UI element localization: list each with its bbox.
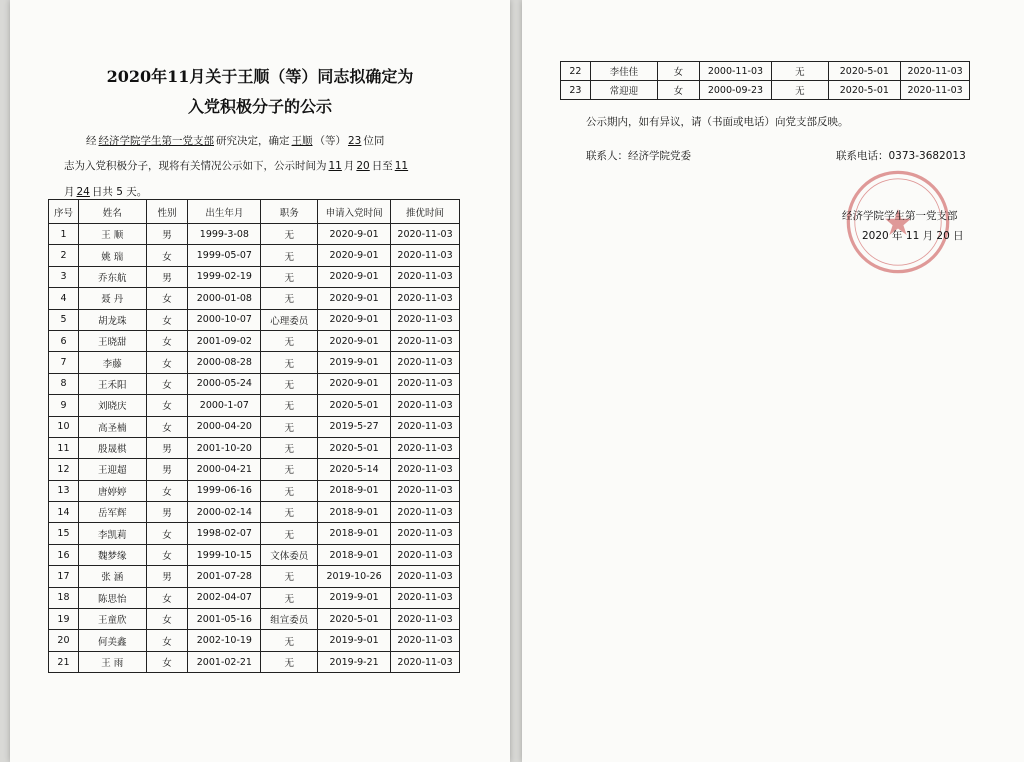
document-title-line2: 入党积极分子的公示 — [187, 97, 332, 116]
table-cell: 2020-11-03 — [391, 480, 460, 501]
table-cell: 2020-11-03 — [391, 266, 460, 287]
table-cell: 1 — [49, 224, 79, 245]
table-cell: 16 — [49, 544, 79, 565]
table-cell: 2001-02-21 — [188, 651, 261, 672]
table-cell: 2000-05-24 — [188, 373, 261, 394]
table-cell: 2019-10-26 — [318, 566, 391, 587]
table-cell: 7 — [49, 352, 79, 373]
table-cell: 乔东航 — [78, 266, 146, 287]
table-cell: 2020-9-01 — [318, 309, 391, 330]
table-row — [49, 459, 460, 480]
table-cell: 11 — [49, 437, 79, 458]
table-cell: 2002-04-07 — [188, 587, 261, 608]
table-cell: 2020-11-03 — [391, 609, 460, 630]
header-cell: 序号 — [49, 200, 79, 224]
header-cell: 申请入党时间 — [318, 200, 391, 224]
table-cell: 2018-9-01 — [318, 480, 391, 501]
table-cell: 无 — [261, 416, 318, 437]
table-cell: 陈思怡 — [78, 587, 146, 608]
table-cell: 13 — [49, 480, 79, 501]
table-row — [49, 523, 460, 544]
table-cell: 女 — [146, 609, 188, 630]
table-cell: 2020-11-03 — [391, 523, 460, 544]
table-cell: 4 — [49, 288, 79, 309]
table-cell: 2018-9-01 — [318, 502, 391, 523]
table-cell: 2020-11-03 — [391, 651, 460, 672]
table-cell: 男 — [146, 437, 188, 458]
table-cell: 女 — [146, 373, 188, 394]
table-cell: 女 — [146, 395, 188, 416]
table-cell: 2020-11-03 — [391, 373, 460, 394]
table-cell: 6 — [49, 330, 79, 351]
table-cell: 刘晓庆 — [78, 395, 146, 416]
table-cell: 21 — [49, 651, 79, 672]
document-page-left — [10, 0, 510, 762]
table-cell: 王 雨 — [78, 651, 146, 672]
table-cell: 女 — [146, 288, 188, 309]
document-page-right — [522, 0, 1024, 762]
header-cell: 出生年月 — [188, 200, 261, 224]
table-cell: 2018-9-01 — [318, 523, 391, 544]
table-cell: 2020-5-14 — [318, 459, 391, 480]
table-cell: 男 — [146, 502, 188, 523]
table-cell: 23 — [561, 81, 591, 100]
table-cell: 2020-11-03 — [391, 416, 460, 437]
table-cell: 李凯莉 — [78, 523, 146, 544]
table-cell: 2020-11-03 — [391, 245, 460, 266]
table-cell: 2020-11-03 — [391, 587, 460, 608]
table-row — [49, 288, 460, 309]
objection-notice: 公示期内，如有异议，请（书面或电话）向党支部反映。 — [586, 116, 849, 128]
table-cell: 女 — [146, 651, 188, 672]
table-cell: 聂 丹 — [78, 288, 146, 309]
table-cell: 文体委员 — [261, 544, 318, 565]
table-cell: 心理委员 — [261, 309, 318, 330]
table-cell: 2001-05-16 — [188, 609, 261, 630]
table-cell: 2020-11-03 — [391, 566, 460, 587]
table-cell: 2000-04-21 — [188, 459, 261, 480]
table-cell: 女 — [146, 330, 188, 351]
table-cell: 2002-10-19 — [188, 630, 261, 651]
table-cell: 女 — [146, 587, 188, 608]
table-cell: 2020-11-03 — [391, 352, 460, 373]
table-cell: 姚 瑞 — [78, 245, 146, 266]
table-cell: 胡龙珠 — [78, 309, 146, 330]
table-cell: 15 — [49, 523, 79, 544]
table-cell: 18 — [49, 587, 79, 608]
table-row — [49, 330, 460, 351]
table-cell: 2020-5-01 — [828, 81, 901, 100]
table-cell: 2020-9-01 — [318, 224, 391, 245]
table-cell: 男 — [146, 459, 188, 480]
table-cell: 女 — [146, 352, 188, 373]
table-cell: 2020-11-03 — [391, 288, 460, 309]
table-row — [49, 309, 460, 330]
intro-line-3: 月 24 日共 5 天。 — [64, 186, 148, 198]
table-cell: 2020-9-01 — [318, 288, 391, 309]
table-cell: 1999-10-15 — [188, 544, 261, 565]
table-cell: 20 — [49, 630, 79, 651]
table-cell: 女 — [146, 630, 188, 651]
table-cell: 2000-09-23 — [699, 81, 772, 100]
table-cell: 2019-9-01 — [318, 630, 391, 651]
table-row — [49, 587, 460, 608]
header-cell: 推优时间 — [391, 200, 460, 224]
table-cell: 王童欣 — [78, 609, 146, 630]
table-cell: 1999-02-19 — [188, 266, 261, 287]
table-cell: 2020-11-03 — [391, 309, 460, 330]
table-cell: 无 — [261, 523, 318, 544]
table-cell: 无 — [261, 288, 318, 309]
table-cell: 高圣楠 — [78, 416, 146, 437]
table-cell: 女 — [146, 544, 188, 565]
table-cell: 2020-5-01 — [318, 609, 391, 630]
table-cell: 无 — [261, 224, 318, 245]
table-cell: 王迎超 — [78, 459, 146, 480]
table-cell: 无 — [261, 459, 318, 480]
table-cell: 2020-11-03 — [391, 502, 460, 523]
table-cell: 2020-9-01 — [318, 266, 391, 287]
table-cell: 组宣委员 — [261, 609, 318, 630]
table-row — [49, 416, 460, 437]
table-cell: 魏梦缘 — [78, 544, 146, 565]
table-cell: 无 — [261, 651, 318, 672]
table-cell: 2020-11-03 — [391, 395, 460, 416]
table-cell: 李藤 — [78, 352, 146, 373]
table-cell: 无 — [772, 81, 828, 100]
table-cell: 2019-9-01 — [318, 587, 391, 608]
contact-phone: 联系电话：0373-3682013 — [836, 150, 966, 162]
table-cell: 2000-11-03 — [699, 62, 772, 81]
table-cell: 2020-11-03 — [901, 81, 970, 100]
table-cell: 2001-09-02 — [188, 330, 261, 351]
table-cell: 女 — [146, 309, 188, 330]
table-row — [49, 651, 460, 672]
signature-organization: 经济学院学生第一党支部 — [842, 210, 958, 222]
table-cell: 2000-10-07 — [188, 309, 261, 330]
table-cell: 2020-5-01 — [318, 395, 391, 416]
table-cell: 常迎迎 — [590, 81, 657, 100]
table-row — [561, 81, 970, 100]
table-cell: 2020-11-03 — [391, 459, 460, 480]
table-cell: 8 — [49, 373, 79, 394]
table-row — [49, 352, 460, 373]
table-cell: 王禾阳 — [78, 373, 146, 394]
table-cell: 3 — [49, 266, 79, 287]
table-cell: 女 — [658, 62, 699, 81]
table-cell: 5 — [49, 309, 79, 330]
table-row — [49, 395, 460, 416]
table-cell: 2020-9-01 — [318, 245, 391, 266]
table-cell: 1998-02-07 — [188, 523, 261, 544]
table-row — [49, 609, 460, 630]
table-cell: 2000-04-20 — [188, 416, 261, 437]
table-cell: 2019-9-21 — [318, 651, 391, 672]
table-cell: 男 — [146, 224, 188, 245]
table-cell: 2020-11-03 — [391, 330, 460, 351]
table-cell: 无 — [261, 502, 318, 523]
table-cell: 唐婷婷 — [78, 480, 146, 501]
table-row — [49, 437, 460, 458]
candidate-table-continued — [560, 61, 970, 100]
table-cell: 无 — [261, 245, 318, 266]
table-cell: 王晓甜 — [78, 330, 146, 351]
table-cell: 2020-11-03 — [391, 437, 460, 458]
header-cell: 职务 — [261, 200, 318, 224]
table-cell: 22 — [561, 62, 591, 81]
table-cell: 女 — [146, 480, 188, 501]
table-cell: 2020-11-03 — [391, 224, 460, 245]
table-row — [49, 544, 460, 565]
table-cell: 女 — [146, 416, 188, 437]
table-cell: 1999-05-07 — [188, 245, 261, 266]
table-cell: 1999-06-16 — [188, 480, 261, 501]
candidate-table — [48, 199, 460, 673]
table-row — [49, 373, 460, 394]
table-cell: 无 — [261, 266, 318, 287]
table-row — [49, 224, 460, 245]
table-cell: 无 — [261, 373, 318, 394]
intro-line-2: 志为入党积极分子，现将有关情况公示如下，公示时间为 11 月 20 日至 11 — [64, 160, 409, 172]
table-cell: 王 顺 — [78, 224, 146, 245]
table-cell: 无 — [261, 437, 318, 458]
table-cell: 9 — [49, 395, 79, 416]
table-cell: 2020-11-03 — [391, 544, 460, 565]
table-row — [49, 502, 460, 523]
table-cell: 何美鑫 — [78, 630, 146, 651]
table-cell: 2001-07-28 — [188, 566, 261, 587]
table-cell: 无 — [261, 630, 318, 651]
table-cell: 2000-01-08 — [188, 288, 261, 309]
table-cell: 无 — [261, 566, 318, 587]
table-row — [561, 62, 970, 81]
table-cell: 无 — [261, 330, 318, 351]
document-title-line1: 2020年11月关于王顺（等）同志拟确定为 — [106, 67, 414, 86]
table-row — [49, 245, 460, 266]
table-cell: 岳军辉 — [78, 502, 146, 523]
table-cell: 2 — [49, 245, 79, 266]
table-cell: 17 — [49, 566, 79, 587]
table-row — [49, 266, 460, 287]
table-cell: 2020-9-01 — [318, 330, 391, 351]
table-cell: 2000-02-14 — [188, 502, 261, 523]
table-cell: 女 — [146, 245, 188, 266]
table-cell: 2020-9-01 — [318, 373, 391, 394]
table-cell: 无 — [261, 395, 318, 416]
table-cell: 张 涵 — [78, 566, 146, 587]
table-cell: 1999-3-08 — [188, 224, 261, 245]
table-cell: 2020-5-01 — [828, 62, 901, 81]
header-cell: 性别 — [146, 200, 188, 224]
contact-person: 联系人：经济学院党委 — [586, 150, 691, 162]
table-cell: 2020-11-03 — [391, 630, 460, 651]
table-row — [49, 566, 460, 587]
table-cell: 无 — [772, 62, 828, 81]
table-row — [49, 480, 460, 501]
table-cell: 2000-08-28 — [188, 352, 261, 373]
table-cell: 2018-9-01 — [318, 544, 391, 565]
table-cell: 14 — [49, 502, 79, 523]
table-cell: 10 — [49, 416, 79, 437]
table-cell: 2019-9-01 — [318, 352, 391, 373]
table-cell: 女 — [658, 81, 699, 100]
intro-line-1: 经 经济学院学生第一党支部 研究决定，确定 王顺 （等） 23 位同 — [86, 135, 385, 147]
table-cell: 2020-5-01 — [318, 437, 391, 458]
table-cell: 殷晟棋 — [78, 437, 146, 458]
header-cell: 姓名 — [78, 200, 146, 224]
table-cell: 男 — [146, 266, 188, 287]
table-header-row — [49, 200, 460, 224]
table-cell: 2000-1-07 — [188, 395, 261, 416]
table-cell: 19 — [49, 609, 79, 630]
table-cell: 男 — [146, 566, 188, 587]
table-cell: 女 — [146, 523, 188, 544]
table-cell: 2001-10-20 — [188, 437, 261, 458]
table-cell: 无 — [261, 480, 318, 501]
table-cell: 无 — [261, 352, 318, 373]
table-cell: 2019-5-27 — [318, 416, 391, 437]
table-row — [49, 630, 460, 651]
table-cell: 无 — [261, 587, 318, 608]
table-cell: 12 — [49, 459, 79, 480]
signature-date: 2020 年 11 月 20 日 — [862, 230, 964, 242]
table-cell: 李佳佳 — [590, 62, 657, 81]
table-cell: 2020-11-03 — [901, 62, 970, 81]
